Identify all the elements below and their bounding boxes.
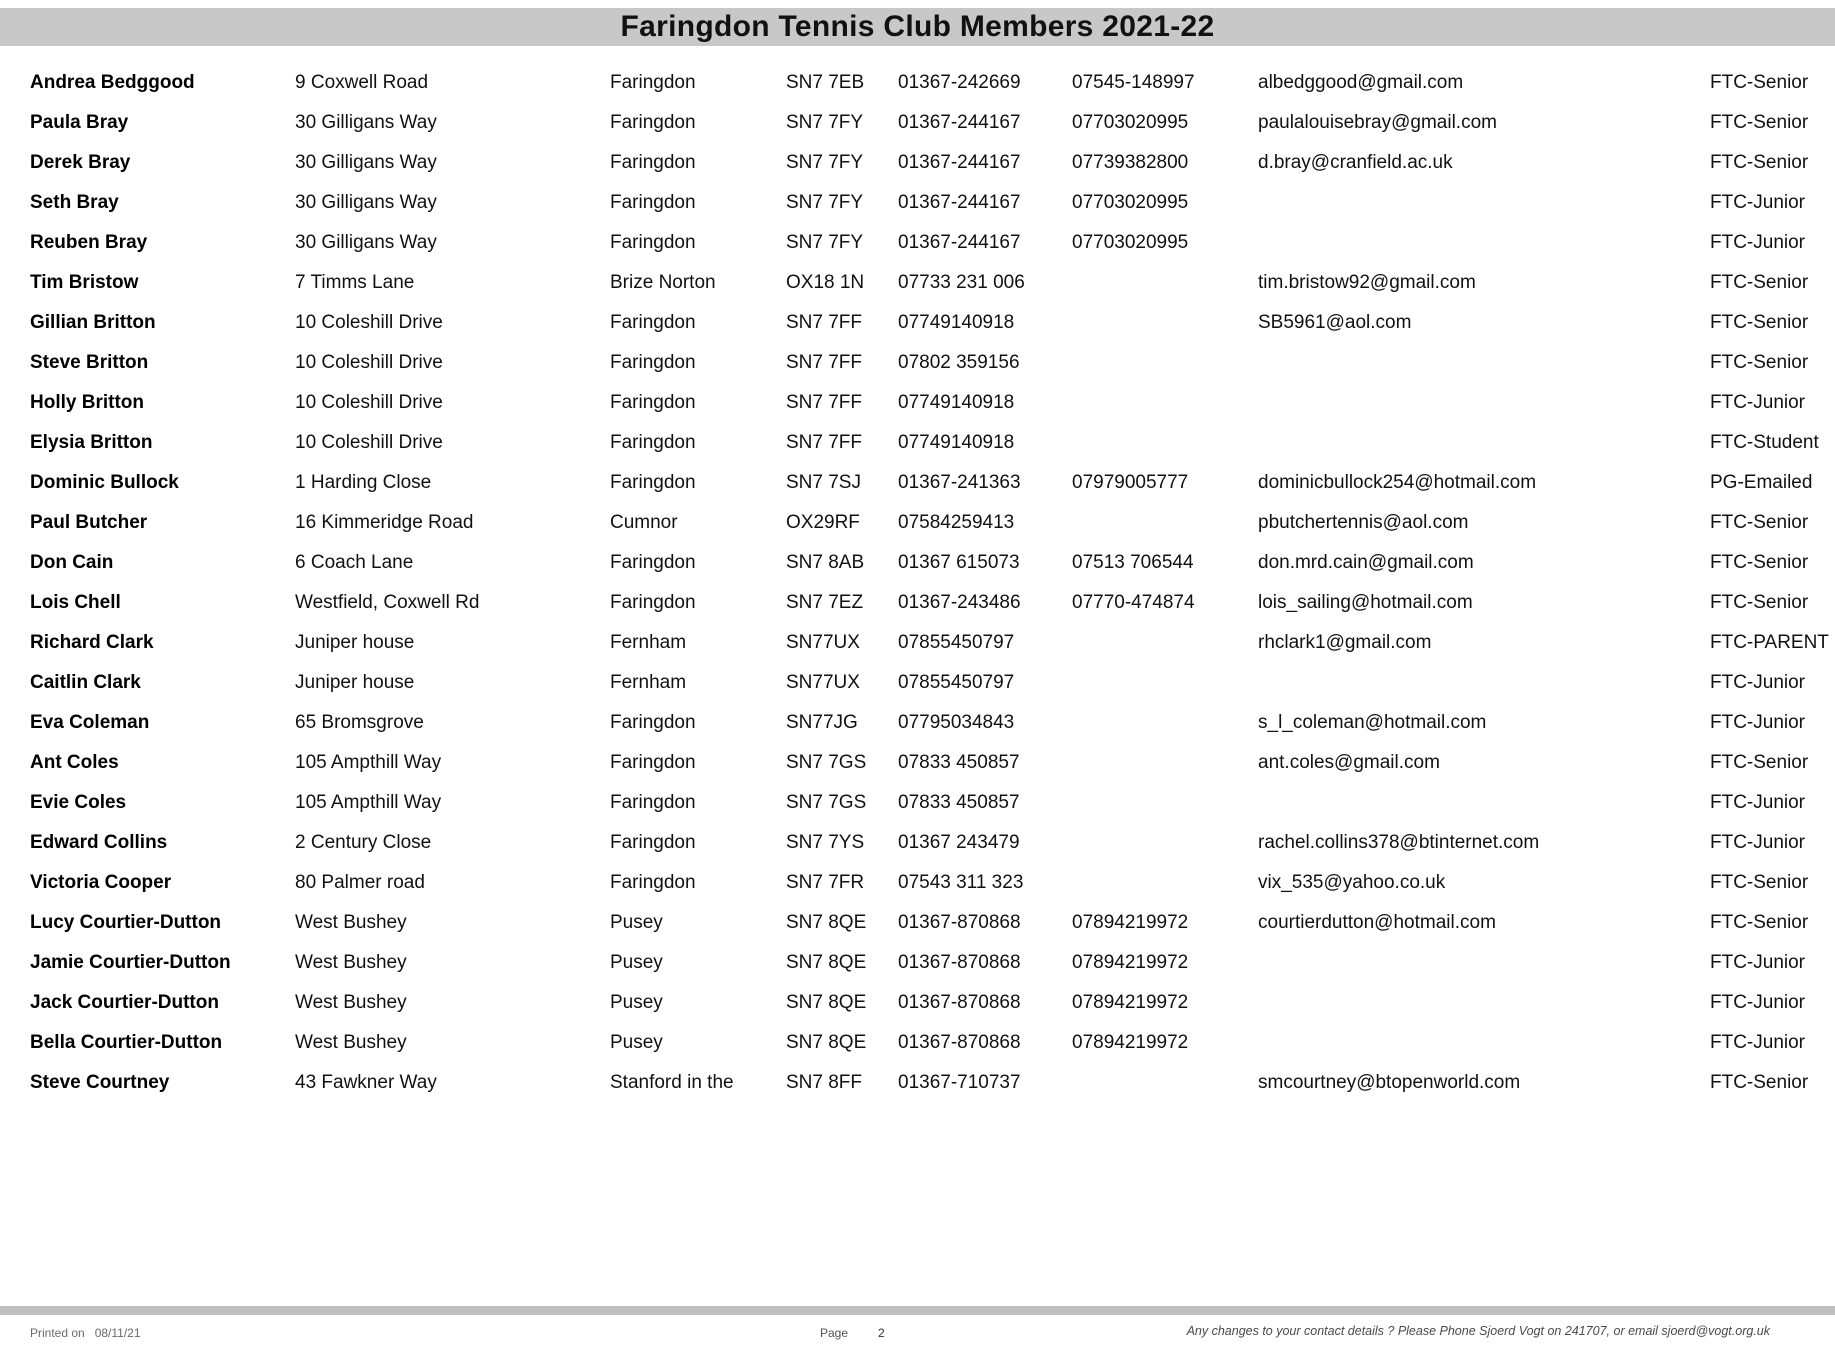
member-town: Faringdon (610, 432, 696, 453)
member-phone1: 07733 231 006 (898, 272, 1025, 293)
member-phone1: 07795034843 (898, 712, 1015, 733)
member-address: 10 Coleshill Drive (295, 352, 443, 373)
member-row (30, 343, 1835, 383)
member-address: 30 Gilligans Way (295, 112, 437, 133)
member-phone1: 01367-244167 (898, 112, 1021, 133)
member-row (30, 263, 1835, 303)
member-address: 6 Coach Lane (295, 552, 414, 573)
member-row (30, 1063, 1835, 1103)
member-row (30, 383, 1835, 423)
member-address: 30 Gilligans Way (295, 192, 437, 213)
member-address: 1 Harding Close (295, 472, 432, 493)
member-phone1: 01367-243486 (898, 592, 1021, 613)
member-row (30, 223, 1835, 263)
member-town: Faringdon (610, 352, 696, 373)
member-postcode: SN7 8QE (786, 912, 867, 933)
member-phone1: 01367 243479 (898, 832, 1020, 853)
member-address: 10 Coleshill Drive (295, 312, 443, 333)
member-phone2: 07894219972 (1072, 912, 1189, 933)
member-address: 10 Coleshill Drive (295, 432, 443, 453)
member-address: 16 Kimmeridge Road (295, 512, 474, 533)
member-name: Jack Courtier-Dutton (30, 992, 219, 1013)
member-phone1: 01367-870868 (898, 1032, 1021, 1053)
member-postcode: SN7 7FF (786, 352, 863, 373)
member-town: Faringdon (610, 592, 696, 613)
member-town: Faringdon (610, 832, 696, 853)
page-title: Faringdon Tennis Club Members 2021-22 (620, 10, 1215, 43)
member-membership: FTC-PARENT (1710, 632, 1829, 653)
member-address: 2 Century Close (295, 832, 432, 853)
member-membership: FTC-Junior (1710, 392, 1806, 413)
member-address: Westfield, Coxwell Rd (295, 592, 480, 613)
member-town: Faringdon (610, 72, 696, 93)
member-postcode: OX18 1N (786, 272, 865, 293)
member-email: paulalouisebray@gmail.com (1258, 112, 1497, 133)
member-phone1: 07749140918 (898, 392, 1015, 413)
member-phone1: 07749140918 (898, 312, 1015, 333)
member-town: Fernham (610, 632, 687, 653)
printed-label: Printed on (30, 1326, 85, 1340)
member-email: don.mrd.cain@gmail.com (1258, 552, 1474, 573)
member-phone1: 07543 311 323 (898, 872, 1024, 893)
member-postcode: SN7 8FF (786, 1072, 863, 1093)
member-phone2: 07894219972 (1072, 952, 1189, 973)
member-membership: FTC-Junior (1710, 832, 1806, 853)
member-name: Dominic Bullock (30, 472, 179, 493)
member-name: Lucy Courtier-Dutton (30, 912, 222, 933)
member-row (30, 583, 1835, 623)
member-name: Richard Clark (30, 632, 154, 653)
member-postcode: OX29RF (786, 512, 860, 533)
member-town: Pusey (610, 992, 663, 1013)
member-name: Paul Butcher (30, 512, 148, 533)
member-row (30, 143, 1835, 183)
member-phone2: 07513 706544 (1072, 552, 1194, 573)
member-town: Faringdon (610, 552, 696, 573)
member-postcode: SN7 7GS (786, 752, 867, 773)
member-phone2: 07703020995 (1072, 192, 1189, 213)
member-phone1: 01367-242669 (898, 72, 1021, 93)
member-address: 65 Bromsgrove (295, 712, 424, 733)
member-postcode: SN7 7FF (786, 432, 863, 453)
member-name: Edward Collins (30, 832, 168, 853)
member-name: Eva Coleman (30, 712, 150, 733)
printed-date: 08/11/21 (94, 1326, 141, 1340)
member-name: Steve Courtney (30, 1072, 170, 1093)
member-postcode: SN7 7FY (786, 152, 864, 173)
member-postcode: SN7 7FF (786, 312, 863, 333)
title-banner (0, 8, 1835, 46)
member-phone2: 07703020995 (1072, 112, 1189, 133)
member-town: Cumnor (610, 512, 678, 533)
member-row (30, 663, 1835, 703)
member-address: West Bushey (295, 1032, 407, 1053)
member-membership: FTC-Senior (1710, 1072, 1809, 1093)
member-phone1: 07802 359156 (898, 352, 1020, 373)
member-town: Faringdon (610, 152, 696, 173)
member-membership: FTC-Junior (1710, 1032, 1806, 1053)
member-phone1: 01367-870868 (898, 952, 1021, 973)
page-label: Page (820, 1326, 849, 1340)
member-phone1: 01367-244167 (898, 192, 1021, 213)
member-postcode: SN77UX (786, 632, 860, 653)
member-membership: FTC-Junior (1710, 192, 1806, 213)
member-phone1: 01367-244167 (898, 152, 1021, 173)
member-name: Ant Coles (30, 752, 119, 773)
member-row (30, 983, 1835, 1023)
member-town: Pusey (610, 1032, 663, 1053)
member-postcode: SN77JG (786, 712, 858, 733)
member-name: Victoria Cooper (30, 872, 172, 893)
member-address: Juniper house (295, 672, 415, 693)
member-phone1: 07855450797 (898, 672, 1015, 693)
member-membership: FTC-Senior (1710, 112, 1809, 133)
member-membership: PG-Emailed (1710, 472, 1813, 493)
member-town: Faringdon (610, 392, 696, 413)
member-name: Evie Coles (30, 792, 127, 813)
member-row (30, 623, 1835, 663)
member-membership: FTC-Junior (1710, 712, 1806, 733)
member-email: tim.bristow92@gmail.com (1258, 272, 1476, 293)
member-phone2: 07979005777 (1072, 472, 1189, 493)
member-phone1: 07749140918 (898, 432, 1015, 453)
member-postcode: SN7 7FF (786, 392, 863, 413)
member-name: Paula Bray (30, 112, 129, 133)
member-email: s_l_coleman@hotmail.com (1258, 712, 1487, 733)
member-name: Tim Bristow (30, 272, 139, 293)
member-postcode: SN7 7FY (786, 232, 864, 253)
member-address: West Bushey (295, 952, 407, 973)
member-address: 10 Coleshill Drive (295, 392, 443, 413)
member-email: rachel.collins378@btinternet.com (1258, 832, 1540, 853)
member-membership: FTC-Senior (1710, 312, 1809, 333)
member-address: 105 Ampthill Way (295, 792, 442, 813)
member-town: Faringdon (610, 792, 696, 813)
member-name: Andrea Bedggood (30, 72, 195, 93)
member-name: Derek Bray (30, 152, 131, 173)
member-postcode: SN7 8AB (786, 552, 865, 573)
member-membership: FTC-Junior (1710, 232, 1806, 253)
member-phone1: 01367-241363 (898, 472, 1021, 493)
member-postcode: SN7 8QE (786, 992, 867, 1013)
member-row (30, 503, 1835, 543)
member-membership: FTC-Senior (1710, 512, 1809, 533)
member-phone2: 07894219972 (1072, 992, 1189, 1013)
member-town: Brize Norton (610, 272, 716, 293)
member-name: Gillian Britton (30, 312, 156, 333)
member-phone1: 07855450797 (898, 632, 1015, 653)
member-membership: FTC-Senior (1710, 592, 1809, 613)
member-membership: FTC-Senior (1710, 352, 1809, 373)
member-town: Stanford in the (610, 1072, 734, 1093)
member-name: Elysia Britton (30, 432, 153, 453)
member-address: 9 Coxwell Road (295, 72, 429, 93)
member-address: West Bushey (295, 992, 407, 1013)
member-membership: FTC-Senior (1710, 912, 1809, 933)
member-postcode: SN77UX (786, 672, 860, 693)
member-row (30, 303, 1835, 343)
member-phone2: 07739382800 (1072, 152, 1189, 173)
member-membership: FTC-Junior (1710, 792, 1806, 813)
member-membership: FTC-Student (1710, 432, 1819, 453)
member-town: Faringdon (610, 872, 696, 893)
member-address: 7 Timms Lane (295, 272, 415, 293)
member-town: Pusey (610, 912, 663, 933)
member-row (30, 543, 1835, 583)
members-table (30, 63, 1835, 1103)
member-email: pbutchertennis@aol.com (1258, 512, 1469, 533)
member-name: Seth Bray (30, 192, 119, 213)
member-name: Jamie Courtier-Dutton (30, 952, 231, 973)
member-row (30, 743, 1835, 783)
member-email: rhclark1@gmail.com (1258, 632, 1432, 653)
member-membership: FTC-Senior (1710, 552, 1809, 573)
contact-change-note: Any changes to your contact details ? Please Phone Sjoerd Vogt on 241707, or email sjoerd@vogt.org.uk (1186, 1324, 1770, 1338)
member-row (30, 823, 1835, 863)
member-address: West Bushey (295, 912, 407, 933)
member-address: 30 Gilligans Way (295, 232, 437, 253)
member-row (30, 703, 1835, 743)
member-phone1: 01367-870868 (898, 992, 1021, 1013)
member-email: smcourtney@btopenworld.com (1258, 1072, 1521, 1093)
member-town: Faringdon (610, 312, 696, 333)
member-town: Faringdon (610, 192, 696, 213)
member-row (30, 423, 1835, 463)
page-number-value: 2 (878, 1326, 885, 1340)
member-town: Pusey (610, 952, 663, 973)
member-phone1: 01367 615073 (898, 552, 1020, 573)
member-postcode: SN7 7EB (786, 72, 865, 93)
member-membership: FTC-Senior (1710, 752, 1809, 773)
member-town: Faringdon (610, 232, 696, 253)
member-postcode: SN7 7YS (786, 832, 865, 853)
member-town: Faringdon (610, 712, 696, 733)
member-row (30, 943, 1835, 983)
member-address: Juniper house (295, 632, 415, 653)
member-address: 30 Gilligans Way (295, 152, 437, 173)
member-postcode: SN7 8QE (786, 1032, 867, 1053)
member-email: d.bray@cranfield.ac.uk (1258, 152, 1453, 173)
member-phone1: 07833 450857 (898, 752, 1020, 773)
member-email: lois_sailing@hotmail.com (1258, 592, 1473, 613)
footer-divider (0, 1306, 1835, 1315)
member-membership: FTC-Senior (1710, 272, 1809, 293)
member-postcode: SN7 7FY (786, 112, 864, 133)
member-phone2: 07545-148997 (1072, 72, 1195, 93)
member-membership: FTC-Senior (1710, 152, 1809, 173)
member-phone1: 07833 450857 (898, 792, 1020, 813)
member-email: courtierdutton@hotmail.com (1258, 912, 1496, 933)
member-row (30, 183, 1835, 223)
member-town: Faringdon (610, 472, 696, 493)
member-phone1: 01367-710737 (898, 1072, 1021, 1093)
member-postcode: SN7 8QE (786, 952, 867, 973)
member-postcode: SN7 7SJ (786, 472, 861, 493)
footer (0, 1324, 1835, 1346)
member-phone2: 07894219972 (1072, 1032, 1189, 1053)
member-name: Holly Britton (30, 392, 144, 413)
member-postcode: SN7 7EZ (786, 592, 864, 613)
member-membership: FTC-Senior (1710, 72, 1809, 93)
page-number (820, 1326, 885, 1340)
member-row (30, 103, 1835, 143)
member-email: ant.coles@gmail.com (1258, 752, 1440, 773)
member-phone1: 07584259413 (898, 512, 1015, 533)
member-row (30, 1023, 1835, 1063)
member-town: Fernham (610, 672, 687, 693)
member-email: vix_535@yahoo.co.uk (1258, 872, 1446, 893)
member-postcode: SN7 7FR (786, 872, 865, 893)
member-membership: FTC-Junior (1710, 672, 1806, 693)
member-row (30, 863, 1835, 903)
member-phone1: 01367-244167 (898, 232, 1021, 253)
member-phone2: 07770-474874 (1072, 592, 1195, 613)
member-row (30, 903, 1835, 943)
member-address: 80 Palmer road (295, 872, 425, 893)
member-email: SB5961@aol.com (1258, 312, 1412, 333)
member-name: Caitlin Clark (30, 672, 141, 693)
member-town: Faringdon (610, 112, 696, 133)
printed-on (30, 1326, 141, 1340)
member-membership: FTC-Senior (1710, 872, 1809, 893)
member-row (30, 463, 1835, 503)
member-postcode: SN7 7FY (786, 192, 864, 213)
member-email: albedggood@gmail.com (1258, 72, 1464, 93)
member-name: Lois Chell (30, 592, 121, 613)
member-town: Faringdon (610, 752, 696, 773)
member-phone1: 01367-870868 (898, 912, 1021, 933)
member-name: Bella Courtier-Dutton (30, 1032, 223, 1053)
member-row (30, 63, 1835, 103)
member-phone2: 07703020995 (1072, 232, 1189, 253)
member-name: Reuben Bray (30, 232, 148, 253)
member-postcode: SN7 7GS (786, 792, 867, 813)
member-address: 43 Fawkner Way (295, 1072, 437, 1093)
member-address: 105 Ampthill Way (295, 752, 442, 773)
member-email: dominicbullock254@hotmail.com (1258, 472, 1537, 493)
member-row (30, 783, 1835, 823)
member-name: Steve Britton (30, 352, 149, 373)
member-membership: FTC-Junior (1710, 992, 1806, 1013)
member-name: Don Cain (30, 552, 114, 573)
member-membership: FTC-Junior (1710, 952, 1806, 973)
